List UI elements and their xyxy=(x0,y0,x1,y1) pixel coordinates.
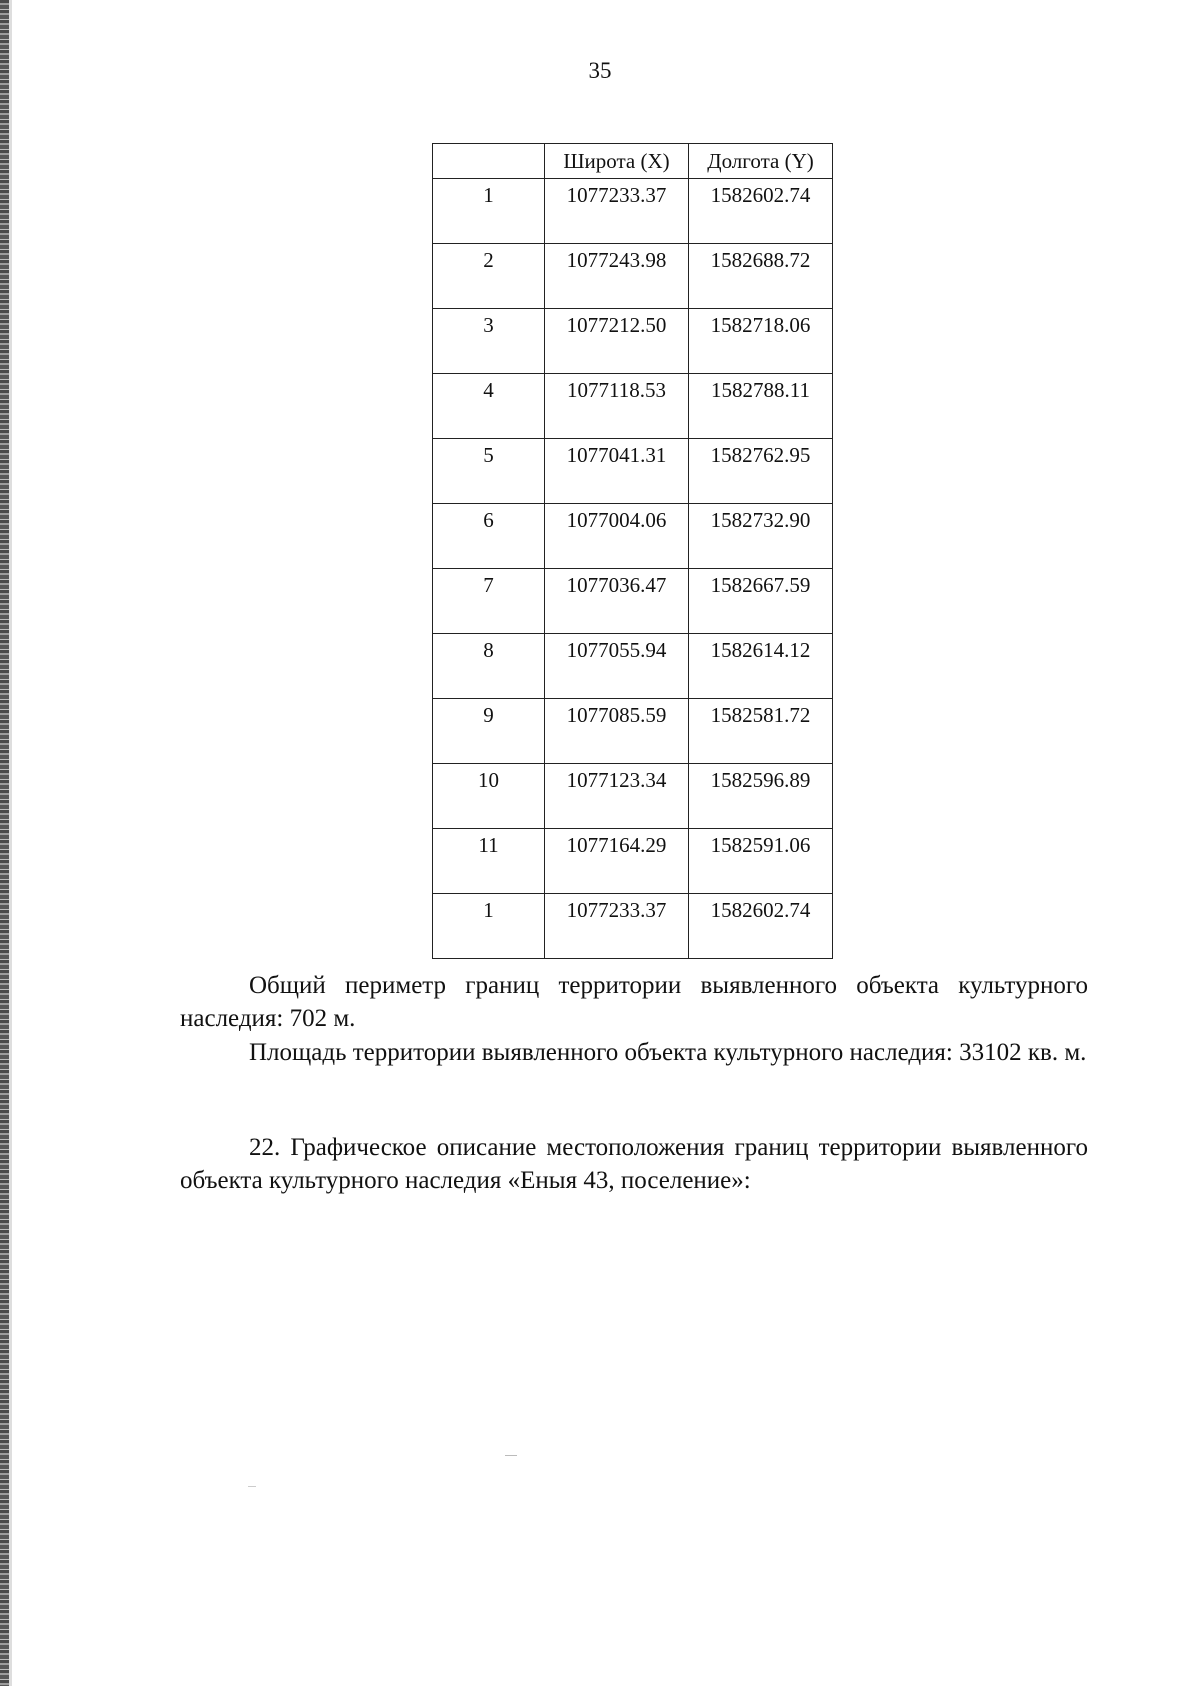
table-row xyxy=(433,504,833,569)
perimeter-paragraph xyxy=(180,969,1088,1035)
cell-point-number: 4 xyxy=(433,374,545,439)
cell-longitude: 1582788.11 xyxy=(689,374,833,439)
table-row xyxy=(433,894,833,959)
table-row xyxy=(433,569,833,634)
area-paragraph xyxy=(180,1036,1088,1069)
cell-point-number: 5 xyxy=(433,439,545,504)
table-body xyxy=(433,179,833,959)
scan-edge-shadow xyxy=(9,0,12,1686)
cell-longitude: 1582667.59 xyxy=(689,569,833,634)
cell-latitude: 1077123.34 xyxy=(545,764,689,829)
scan-edge xyxy=(0,0,9,1686)
cell-point-number: 6 xyxy=(433,504,545,569)
cell-point-number: 9 xyxy=(433,699,545,764)
page-number: 35 xyxy=(588,58,612,83)
cell-point-number: 2 xyxy=(433,244,545,309)
cell-longitude: 1582591.06 xyxy=(689,829,833,894)
cell-latitude: 1077164.29 xyxy=(545,829,689,894)
cell-point-number: 3 xyxy=(433,309,545,374)
table-row xyxy=(433,764,833,829)
cell-point-number: 1 xyxy=(433,894,545,959)
table-row xyxy=(433,829,833,894)
header-point-number xyxy=(433,144,545,179)
table-row xyxy=(433,699,833,764)
cell-point-number: 11 xyxy=(433,829,545,894)
area-text: Площадь территории выявленного объекта культурного наследия: 33102 кв. м. xyxy=(249,1039,1087,1066)
cell-longitude: 1582602.74 xyxy=(689,894,833,959)
cell-latitude: 1077233.37 xyxy=(545,179,689,244)
cell-latitude: 1077118.53 xyxy=(545,374,689,439)
cell-longitude: 1582602.74 xyxy=(689,179,833,244)
cell-longitude: 1582688.72 xyxy=(689,244,833,309)
cell-latitude: 1077036.47 xyxy=(545,569,689,634)
cell-longitude: 1582581.72 xyxy=(689,699,833,764)
cell-latitude: 1077004.06 xyxy=(545,504,689,569)
cell-longitude: 1582614.12 xyxy=(689,634,833,699)
cell-latitude: 1077055.94 xyxy=(545,634,689,699)
header-longitude: Долгота (Y) xyxy=(689,144,833,179)
cell-point-number: 1 xyxy=(433,179,545,244)
cell-point-number: 10 xyxy=(433,764,545,829)
cell-point-number: 8 xyxy=(433,634,545,699)
table-header-row xyxy=(433,144,833,179)
cell-longitude: 1582732.90 xyxy=(689,504,833,569)
cell-latitude: 1077041.31 xyxy=(545,439,689,504)
scan-speck xyxy=(505,1455,517,1456)
coordinates-table xyxy=(432,143,833,959)
cell-latitude: 1077233.37 xyxy=(545,894,689,959)
table-row xyxy=(433,309,833,374)
header-latitude: Широта (X) xyxy=(545,144,689,179)
cell-latitude: 1077085.59 xyxy=(545,699,689,764)
table-row xyxy=(433,634,833,699)
cell-longitude: 1582718.06 xyxy=(689,309,833,374)
table-row xyxy=(433,374,833,439)
cell-latitude: 1077243.98 xyxy=(545,244,689,309)
cell-point-number: 7 xyxy=(433,569,545,634)
table-row xyxy=(433,439,833,504)
perimeter-text: Общий периметр границ территории выявленного объекта культурного наследия: 702 м. xyxy=(180,972,1088,1032)
table-row xyxy=(433,179,833,244)
cell-latitude: 1077212.50 xyxy=(545,309,689,374)
cell-longitude: 1582762.95 xyxy=(689,439,833,504)
cell-longitude: 1582596.89 xyxy=(689,764,833,829)
section-22-text: 22. Графическое описание местоположения границ территории выявленного объекта культурного наследия «Еныя 43, поселение»: xyxy=(180,1134,1088,1194)
scan-speck xyxy=(248,1486,256,1487)
section-22-paragraph xyxy=(180,1131,1088,1197)
table-row xyxy=(433,244,833,309)
